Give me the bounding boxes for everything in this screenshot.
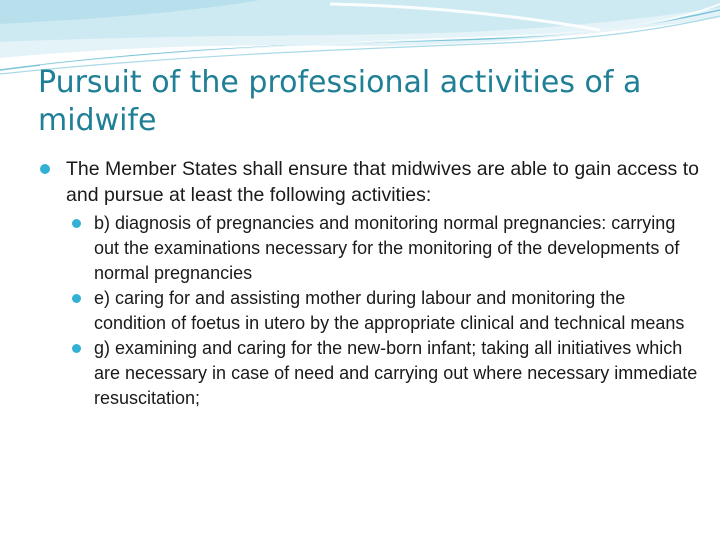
sub-bullet-item xyxy=(66,336,700,411)
sub-bullet-text: b) diagnosis of pregnancies and monitoring normal pregnancies: carrying out the examinations necessary for the monitoring of the developments of normal pregnancies xyxy=(94,213,680,283)
sub-bullet-item xyxy=(66,286,700,336)
slide-body xyxy=(40,156,700,411)
sub-bullet-text: g) examining and caring for the new-born infant; taking all initiatives which are necessary in case of need and carrying out where necessary immediate resuscitation; xyxy=(94,338,698,408)
bullet-dot-icon xyxy=(72,294,81,303)
bullet-dot-icon xyxy=(72,344,81,353)
sub-bullet-item xyxy=(66,211,700,286)
bullet-intro xyxy=(40,156,700,208)
sub-bullet-text: e) caring for and assisting mother during labour and monitoring the condition of foetus in utero by the appropriate clinical and technical means xyxy=(94,288,685,333)
slide-title: Pursuit of the professional activities of a midwife xyxy=(38,65,642,138)
bullet-intro-text: The Member States shall ensure that midwives are able to gain access to and pursue at least the following activities: xyxy=(66,158,699,206)
bullet-dot-icon xyxy=(72,219,81,228)
sub-bullet-list xyxy=(40,211,700,411)
bullet-dot-icon xyxy=(40,164,50,174)
